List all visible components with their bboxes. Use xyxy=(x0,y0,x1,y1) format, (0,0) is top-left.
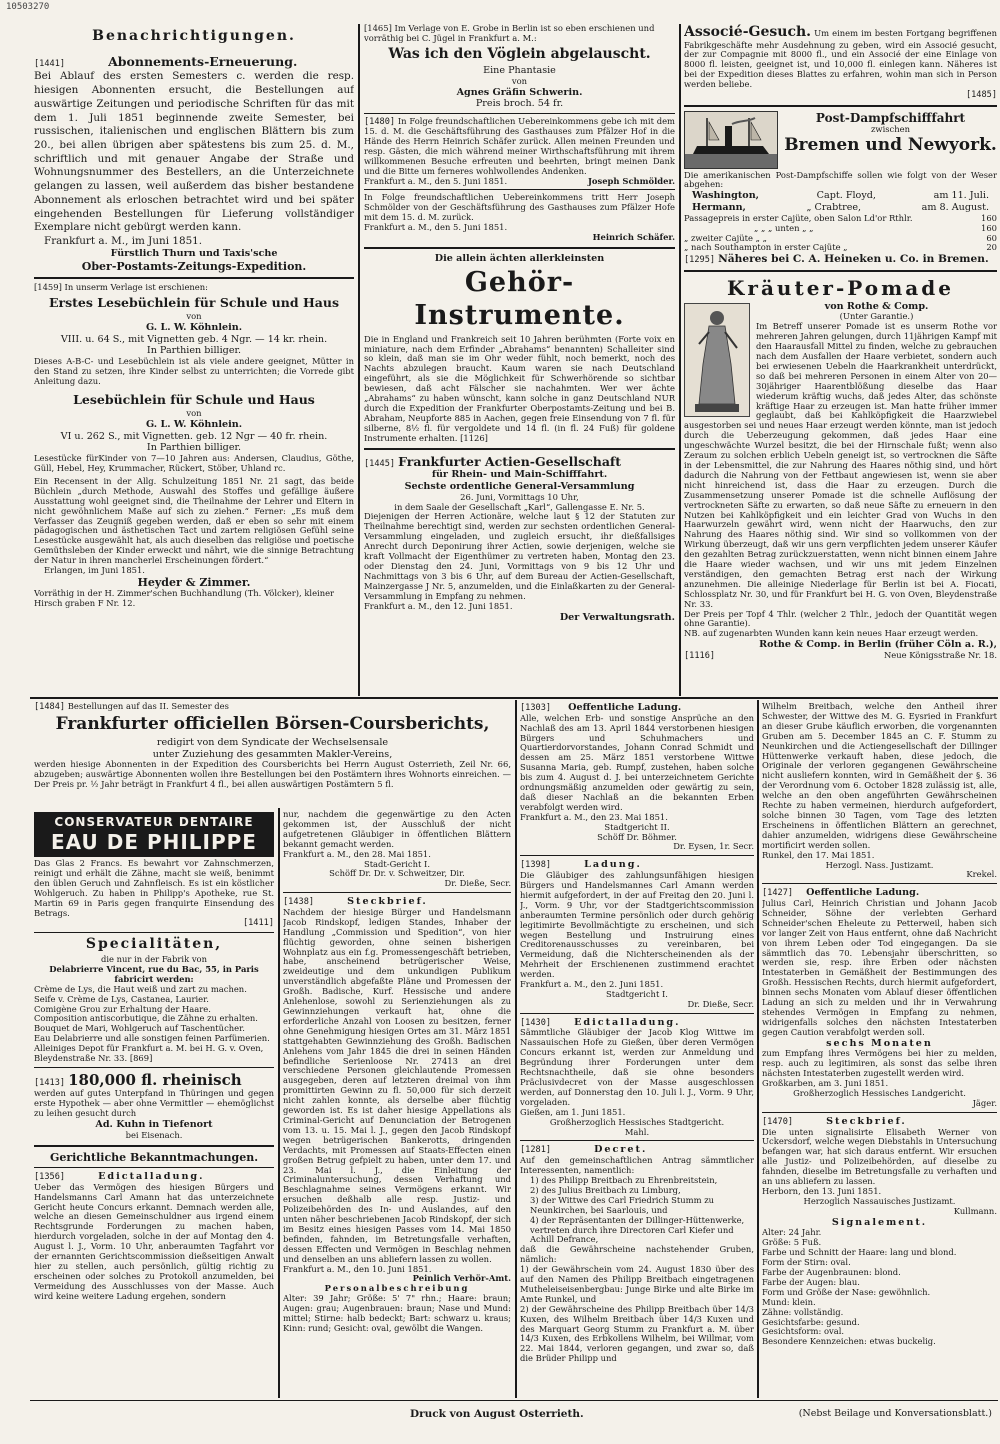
voeglein-author: Agnes Gräfin Schwerin. xyxy=(456,86,583,98)
column-3 xyxy=(684,24,997,694)
conservateur-tag: [1411] xyxy=(242,918,274,929)
publisher-name: Heyder & Zimmer. xyxy=(137,575,251,589)
voeglein-price: Preis broch. 54 fr. xyxy=(475,98,564,110)
description-heading: Personalbeschreibung xyxy=(324,1283,470,1294)
footer-rule xyxy=(30,1400,998,1401)
signalement-item: Besondere Kennzeichen: etwas buckelig. xyxy=(762,1336,936,1347)
conservateur-banner xyxy=(34,812,274,857)
warrant-body: Nachdem der hiesige Bürger und Handelsmann Jacob Rindskopf, ledigen Standes, Inhaber der Handlung „Commission und Spedition“, von hier flüchtig geworden, ohne seinen bisherigen Wohnplatz aus ein f.g. Promessengeschäft betrieben, habe, anscheinend betrügerischer Weise, zweideutige und dem unkundigen Publikum unverständlich abgefaßte Pläne und Promessen der Großh. Badische, Kurf. Hessische und andere Anlehenlose, sowohl zu Serienziehungen als zu Gewinnziehungen verkauft hat, ohne die erforderliche Anzahl von Loosen zu besitzen, ferner ohne Genehmigung hiesigen Ortes am 31. März 1851 stattgehabten Gewinnziehung des Großh. Badischen Anlehens vom Jahr 1845 die drei in seinen Händen befindliche Serienloose Nr. 27413 an drei verschiedene Personen gleichlautende Promessen ausgegeben, deren auf letzteren dreimal von ihm promittirten Gewinn zu fl. 50,000 für sich derzeit nicht zahlen konnte, als derselbe aber flüchtig geworden ist. Es ist daher hiesige Appellations als Criminal-Gericht auf Denunciation der Betrogenen vom 13. u. 15. Mai l. J., gegen den Jacob Rindskopf wegen betrügerischen Bankerotts, dringenden Verdachts, mit Promessen auf Staats-Effecten einen großen Betrug gefpielt zu haben, unter dem 17. und 23. Mai l. J., die Einleitung der Criminaluntersuchung, dessen Verhaftung und Beschlagnahme seines Vermögens erkannt. Wir ersuchen deßhalb alle resp. Justiz- und Polizeibehörden des In- und Auslandes, auf den unten näher beschriebenen Jacob Rindskopf, der sich im Besitz eines hiesigen Passes vom 14. Mai 1850 befinden, fahnden, im Betretungsfalle verhaften, dessen Effecten und Vermögen in Beschlag nehmen und denselben an uns abliefern lassen zu wollen. xyxy=(283,906,511,1264)
steamship-route: Bremen und Newyork. xyxy=(784,135,997,156)
edict-2-court: Großherzoglich Hessisches Stadtgericht. xyxy=(549,1116,725,1127)
boersen-intro: Bestellungen auf das II. Semester des xyxy=(67,702,229,711)
rheinisch-place: bei Eisenach. xyxy=(125,1129,183,1140)
book-2-bulk: In Parthien billiger. xyxy=(146,442,242,454)
signalement-item: Größe: 5 Fuß. xyxy=(762,1237,822,1248)
conservateur-line-1: CONSERVATEUR DENTAIRE xyxy=(54,815,254,829)
review-place: Erlangen, im Juni 1851. xyxy=(44,565,145,576)
divider xyxy=(34,277,354,279)
edict-2-signature: Mahl. xyxy=(624,1126,650,1137)
column-rule-3 xyxy=(278,808,280,1398)
warrant-heading: Steckbrief. xyxy=(347,896,428,908)
warrant-2-court: Herzoglich Nassauisches Justizamt. xyxy=(803,1195,956,1206)
divider xyxy=(34,1067,274,1068)
decree-tag: [1281] xyxy=(520,1145,552,1156)
pomade-body: Im Betreff unserer Pomade ist es unserm Rothe vor mehreren Jahren gelungen, durch 11jährigen Kampf mit den Haarausfall Mittel zu finden, welche zu gebrauchen nach dem Ausfallen der Haare verbietet, sondern auch bei erwiesenen Uebeln die Haarkrankheit unterdrückt, so daß bei mehreren Personen in einem Alter von 20—30jähriger Haarentblößung dieselbe das Haar wiederum kräftig wuchs, daß jedes Alter, das schönste kräftige Haar zu erzeugen ist. Man hatte früher immer geglaubt, daß bei Kahlköpfigkeit die Haarzwiebel ausgestorben sei und neues Haar erzeugt werden könnte, man ist jedoch durch die Ueberzeugung gekommen, daß jedes Haar eine ungeschwächte Wurzel besitzt, die bei der Hirnschale fußt; wenn also Zeraum zu solchen erblich Uebeln geneigt ist, so vertrocknen die Säfte in der Lebensmittel, die zur Nahrung des Haares nöthig sind, und hört dadurch die Nahrung von der Fettbaut angewiesen ist, wenn sie aber nicht hinreichend ist, dass die Haar zu erzeugen. Durch die Zusammensetzung unserer Pomade ist die schnelle Auflösung der vertrockneten Säfte zu erwarten, so daß neue Säfte zu erneuern in den Nutzen bei Kahlköpfigkeit und ein leichter Grad von Wuchs in den Haarwurzeln gewährt wird, wenn nicht der Haarwuchs, den zur Nahrung des Haares nöthig sind. Wir sind so vollkommen von der Wirkung überzeugt, daß wir uns gern verpflichten jedem unserer Käufer den gezahlten Betrag zurückzuerstatten, wenn nicht binnen einem Jahre die Haare wieder wachsen, und wir uns mit jedem Einzelnen verständigen, den gemachten Betrag erst nach der Wirkung anzunehmen. Die alleinige Niederlage für Berlin ist bei A. Fiocati, Schlossplatz Nr. 30, und für Frankfurt bei H. G. von Oven, Bleydenstraße Nr. 33. xyxy=(684,321,997,609)
steamship-illustration xyxy=(684,111,778,169)
book-1-bulk: In Parthien billiger. xyxy=(146,345,242,357)
summons-heading: Ladung. xyxy=(584,859,642,871)
warrant-2-tag: [1470] xyxy=(762,1116,794,1127)
special-item: Bouquet de Mari, Wohlgeruch auf Taschentücher. xyxy=(34,1023,245,1034)
steamship-intro: Die amerikanischen Post-Dampfschiffe sollen wie folgt von der Weser abgehen: xyxy=(684,169,997,190)
decree-continued-signature: Krekel. xyxy=(966,869,997,880)
description-body: Alter: 39 Jahr; Größe: 5' 7" rhn.; Haare: braun; Augen: grau; Augenbrauen: braun; Nase und Mund: mittel; Stirne: halb bedeckt; Bart: schwarz u. kraus; Kinn: rund; Gesicht: oval, gewölbt die Wangen. xyxy=(283,1293,511,1334)
boersen-ad xyxy=(34,702,511,806)
divider xyxy=(34,932,274,933)
footer-printer: Druck von August Osterrieth. xyxy=(410,1408,584,1420)
notice-actien xyxy=(364,454,675,624)
fare-price: 60 xyxy=(986,232,997,243)
actien-date: Frankfurt a. M., den 12. Juni 1851. xyxy=(364,600,513,611)
book-2-title: Lesebüchlein für Schule und Haus xyxy=(73,391,315,407)
divider xyxy=(684,105,997,107)
steamship-tag: [1295] xyxy=(684,255,716,266)
divider xyxy=(283,892,511,893)
public-summons-heading: Oeffentliche Ladung. xyxy=(568,702,682,713)
signalement-item: Farbe und Schnitt der Haare: lang und blond. xyxy=(762,1247,957,1258)
publisher-intro: [1459] In unserm Verlage ist erschienen: xyxy=(34,281,208,292)
edict-2-heading: Edictalladung. xyxy=(574,1016,681,1028)
divider xyxy=(520,855,754,856)
special-maker: Delabrierre Vincent, rue du Bac, 55, in Paris fabricirt werden: xyxy=(49,963,259,984)
public-summons-2-period: sechs Monaten xyxy=(826,1037,933,1049)
column-rule-2 xyxy=(679,24,681,696)
divider xyxy=(520,1140,754,1141)
divider xyxy=(364,189,675,190)
decree-item: 2) des Julius Breitbach zu Limburg, xyxy=(530,1184,681,1195)
summons-date: Frankfurt a. M., den 2. Juni 1851. xyxy=(520,979,664,990)
public-summons-court: Stadtgericht II. xyxy=(604,821,670,832)
public-summons-2-tag: [1427] xyxy=(762,888,794,899)
book-1-author: G. L. W. Köhnlein. xyxy=(145,322,243,333)
public-summons-2-court: Großherzoglich Hessisches Landgericht. xyxy=(793,1088,966,1099)
continued-signature-1: Schöff Dr. Dr. v. Schweitzer, Dir. xyxy=(329,868,465,879)
book-1-von: von xyxy=(186,311,202,322)
associe-title: Associé-Gesuch. xyxy=(684,24,812,40)
column-1 xyxy=(34,26,354,694)
voeglein-title: Was ich den Vöglein abgelauscht. xyxy=(388,45,651,62)
pfaelzer-tag: [1480] xyxy=(364,116,396,127)
column-rule-1 xyxy=(358,24,360,696)
fare-label: „ „ „ unten „ „ xyxy=(754,222,814,233)
schaefer-body: In Folge freundschaftlichen Uebereinkommens tritt Herr Joseph Schmölder von der Geschäftsführung des Gasthauses zum Pfälzer Hofe mit dem 15. d. M. zurück. xyxy=(364,192,675,223)
signalement-item: Mund: klein. xyxy=(762,1296,816,1307)
continued-date: Frankfurt a. M., den 28. Mai 1851. xyxy=(283,848,431,859)
summons-body: Die Gläubiger des zahlungsunfähigen hiesigen Bürgers und Handelsmannes Carl Amann werden hiermit aufgefordert, in der auf Freitag den 20. Juni l. J., Vorm. 9 Uhr, vor der Stadtgerichtscommission anberaumten Termine persönlich oder durch gehörig legitimirte Bevollmächtigte zu erscheinen, und sich wegen Bestellung und Instruirung eines Creditorenausschusses zu vereinbaren, bei Vermeidung, daß die Nichterscheinenden als der Mehrheit der Erschienenen zustimmend erachtet werden. xyxy=(520,870,754,980)
book-ad xyxy=(34,283,354,609)
column-2 xyxy=(364,24,675,694)
schaefer-signature: Heinrich Schäfer. xyxy=(592,232,675,243)
public-summons-2-signature: Jäger. xyxy=(972,1097,997,1108)
column-rule-4 xyxy=(515,700,517,1398)
boersen-title: Frankfurter officiellen Börsen-Coursberichts, xyxy=(55,714,490,735)
ad-steamship xyxy=(684,111,997,267)
column-bottom-right-1 xyxy=(520,702,754,1398)
special-item: Composition antiscorbutique, die Zähne zu erhalten. xyxy=(34,1013,258,1024)
actien-location: in dem Saale der Gesellschaft „Karl“, Gallengasse E. Nr. 5. xyxy=(394,501,645,512)
pfaelzer-body: In Folge freundschaftlichen Uebereinkommens gebe ich mit dem 15. d. M. die Geschäftsführung des Gasthauses zum Pfälzer Hof in die Hände des Herrn Heinrich Schäfer zurück. Allen meinen Freunden und resp. Gästen, die mich während meiner Wirthschaftsführung mit ihrem willkommenen Besuche erfreuten und beehrten, bringt meinen Dank und die Bitte um ferneres wohlwollendes Andenken. xyxy=(364,115,675,176)
warrant-2-heading: Steckbrief. xyxy=(826,1115,907,1127)
actien-signature: Der Verwaltungsrath. xyxy=(559,611,675,623)
court-section-title: Gerichtliche Bekanntmachungen. xyxy=(49,1150,259,1164)
pomade-price: Der Preis per Topf 4 Thlr. (welcher 2 Thlr., jedoch der Quantität wegen ohne Garantie). xyxy=(684,608,997,629)
signalement-item: Form der Stirn: oval. xyxy=(762,1257,851,1268)
edict-2-date: Gießen, am 1. Juni 1851. xyxy=(520,1106,626,1117)
notice-signature-1: Fürstlich Thurn und Taxis'sche xyxy=(110,247,278,259)
ship-captain: „ Crabtree, xyxy=(806,202,862,214)
statue-illustration xyxy=(684,303,750,417)
gehoer-title: Gehör-Instrumente. xyxy=(414,266,625,331)
ship-captain: Capt. Floyd, xyxy=(816,190,876,202)
fare-row xyxy=(684,214,997,224)
boersen-tag: [1484] xyxy=(34,702,66,712)
signalement-item: Farbe der Augen: blau. xyxy=(762,1276,860,1287)
gehoer-top: Die allein ächten allerkleinsten xyxy=(434,253,605,265)
divider xyxy=(520,1013,754,1014)
pomade-guarantee: (Unter Garantie.) xyxy=(839,311,914,322)
gehoer-body: Die in England und Frankreich seit 10 Jahren berühmten (Forte voix en miniature, nach dem Erfinder „Abrahams“ benannten) Schalleiter sind so klein, daß man sie im Ohr weder fühlt, noch bemerkt, noch des Nachts abzulegen braucht. Kaum waren sie nach Deutschland eingeführt, als sie die Möglichkeit für Schwerhörende so sichtbar bewiesen, daß acht Fälscher sie nachahmten. Wer wer ächte „Abrahams“ zu haben wünscht, kann solche in ganz Deutschland NUR durch die Expedition der Frankfurter Oberpostamts-Zeitung und bei B. Abraham, Neupforte 885 in Aachen, gegen freie Einsendung von 7 fl. für silberne, 8½ fl. für vergoldete und 14 fl. (in fl. 24 Fuß) für goldene Instrumente erhalten. [1126] xyxy=(364,333,675,443)
decree-item: 1) des Philipp Breitbach zu Ehrenbreitstein, xyxy=(530,1174,718,1185)
special-title: Specialitäten, xyxy=(85,935,223,952)
special-item: Crème de Lys, die Haut weiß und zart zu machen. xyxy=(34,983,247,994)
signalement-item: Alter: 24 Jahr. xyxy=(762,1227,822,1238)
special-subtitle: die nur in der Fabrik von xyxy=(100,954,207,965)
public-summons-2-heading: Oeffentliche Ladung. xyxy=(806,887,920,899)
rheinisch-tag: [1413] xyxy=(34,1077,66,1088)
divider xyxy=(364,113,675,114)
book-1-description: Dieses A-B-C- und Lesebüchlein ist als viele andere geeignet, Mütter in den Stand zu setzen, ihre Kinder selbst zu unterrichten; die Vorrede gibt Anleitung dazu. xyxy=(34,356,354,386)
public-summons-2-body: Julius Carl, Heinrich Christian und Johann Jacob Schneider, Söhne der verlebten Gerhard Schneider'schen Eheleute zu Petterweil, haben sich vor langer Zeit von Haus entfernt, ohne daß Nachricht von ihrem Leben oder Tod eingegangen. Da sie sämmtlich das 70. Lebensjahr überschritten, so werden sie, resp. ihre Erben oder nächsten Intestaterben in Gemäßheit der Bestimmungen des Großh. Hessischen Rechts, durch hiermit aufgefordert, binnen sechs Monaten vom Ablauf dieser öffentlichen Ladung an sich zu melden und ihr in Verwahrung stehendes Vermögen in Empfang zu nehmen, widrigenfalls solches den nächsten Intestaterben gegen Caution verabfolgt werden soll. xyxy=(762,898,997,1037)
actien-title: Frankfurter Actien-Gesellschaft xyxy=(398,453,622,469)
book-1-price: VIII. u. 64 S., mit Vignetten geb. 4 Ngr. — 14 kr. rhein. xyxy=(60,333,328,345)
pomade-maker: von Rothe & Comp. xyxy=(824,300,929,312)
public-summons-2-body-2: zum Empfang ihres Vermögens bei hier zu melden, resp. auch zu legitimiren, als sonst das selbe ihren nächsten Intestaterben zugestellt werden wird. xyxy=(762,1048,997,1079)
fare-price: 20 xyxy=(986,242,997,253)
rheinisch-signature: Ad. Kuhn in Tiefenort xyxy=(95,1119,213,1130)
pfaelzer-signature: Joseph Schmölder. xyxy=(587,175,675,186)
decree-item: 4) der Repräsentanten der Dillinger-Hüttenwerke, vertreten durch ihre Directoren Carl Kiefer und Achill Defrance, xyxy=(530,1214,745,1245)
boersen-subtitle-1: redigirt von dem Syndicate der Wechselsensale xyxy=(156,736,389,748)
voeglein-von: von xyxy=(511,75,528,86)
signalement-item: Gesichtsform: oval. xyxy=(762,1326,845,1337)
rheinisch-title: 180,000 fl. rheinisch xyxy=(68,1070,242,1089)
ship-name: Washington, xyxy=(692,190,760,202)
continued-court: Stadt-Gericht I. xyxy=(363,858,431,869)
column-bottom-right-2 xyxy=(762,702,997,1398)
column-rule-5 xyxy=(757,700,759,1398)
divider xyxy=(762,883,997,884)
special-item: Eau Delabrierre und alle sonstigen feinen Parfümerien. Alleiniges Depot für Frankfurt a. M. bei H. G. v. Oven, Bleydenstraße Nr. 33. [869] xyxy=(34,1033,270,1064)
actien-heading: Sechste ordentliche General-Versammlung xyxy=(404,480,635,492)
book-1-title: Erstes Lesebüchlein für Schule und Haus xyxy=(49,294,339,310)
public-summons-2-date: Großkarben, am 3. Juni 1851. xyxy=(762,1078,889,1089)
book-2-description: Lesestücke fürKinder von 7—10 Jahren aus: Andersen, Claudius, Göthe, Güll, Hebel, Hey, Krummacher, Rückert, Stöber, Uhland rc. xyxy=(34,453,354,473)
edict-tag: [1356] xyxy=(34,1172,66,1183)
summons-tag: [1398] xyxy=(520,860,552,871)
edict-body: Ueber das Vermögen des hiesigen Bürgers und Handelsmanns Carl Amann hat das unterzeichnete Gericht heute Concurs erkannt. Demnach werden alle, welche an diesen Gemeinschuldner aus irgend einem Rechtsgrunde Forderungen zu machen haben, hierdurch vorgeladen, solche in der auf Montag den 4. August l. J., Vorm. 10 Uhr, anberaumten Tagfahrt vor der ernannten Gerichtscommission dießseitigen Anwalt hier zu stellen, auch persönlich, gültig richtig zu erscheinen oder solches zu Protokoll anzumelden, bei Vermeidung des Ausschlusses von der Masse. Auch wird keine weitere Ladung ergehen, sondern xyxy=(34,1181,274,1301)
actien-body: Diejenigen der Herren Actionäre, welche laut § 12 der Statuten zur Theilnahme berechtigt sind, werden zur sechsten ordentlichen General-Versammlung eingeladen, und zugleich ersucht, ihr dießfallsiges Anrecht durch Deponirung ihrer Actien, sowie derjenigen, welche sie kraft Vollmacht der Eigenthümer zu vertreten haben, Montag den 23. oder Dienstag den 24. Juni, Vormittags von 9 bis 12 Uhr und Nachmittags von 3 bis 6 Uhr, auf dem Bureau der Actien-Gesellschaft, Mainzergasse J Nr. 5, anzumelden, und die Einlaßkarten zu der General-Versammlung in Empfang zu nehmen. xyxy=(364,511,675,601)
fare-label: „ nach Southampton in erster Cajüte „ xyxy=(684,242,848,253)
voeglein-subtitle: Eine Phantasie xyxy=(483,64,556,76)
pomade-note: NB. auf zugenarbten Wunden kann kein neues Haar erzeugt werden. xyxy=(684,628,979,639)
warrant-2-signature: Kullmann. xyxy=(953,1205,997,1216)
signalement-item: Gesichtsfarbe: gesund. xyxy=(762,1316,860,1327)
summons-court: Stadtgericht I. xyxy=(606,988,668,999)
ship-date: am 8. August. xyxy=(921,202,989,214)
warrant-2-body: Die unten signalisirte Elisabeth Werner von Uckersdorf, welche wegen Diebstahls in Untersuchung befangen war, hat sich daraus entfernt. Wir ersuchen alle Justiz- und Polizeibehörden, auf dieselbe zu fahnden, dieselbe im Betretungsfalle zu verhaften und an uns abliefern zu lassen. xyxy=(762,1126,997,1187)
voeglein-intro: [1465] Im Verlage von E. Grobe in Berlin ist so eben erschienen und vorräthig bei C. Jügel in Frankfurt a. M.: xyxy=(364,24,655,43)
footer-supplement: (Nebst Beilage und Konversationsblatt.) xyxy=(798,1408,992,1419)
signalement-item: Zähne: vollständig. xyxy=(762,1306,844,1317)
fare-label: „ zweiter Cajüte „ „ xyxy=(684,232,767,243)
ship-name: Hermann, xyxy=(692,202,746,214)
section-rule xyxy=(30,697,998,699)
pomade-title: Kräuter-Pomade xyxy=(727,276,954,301)
decree-item: 3) der Wittwe des Carl Friedrich Stumm zu Neunkirchen, bei Saarlouis, und xyxy=(530,1194,715,1215)
fare-price: 160 xyxy=(981,212,997,223)
column-bottom-middle xyxy=(283,810,511,1398)
public-summons-signature-1: Schöff Dr. Böhmer. xyxy=(597,831,677,842)
signalement-heading: Signalement. xyxy=(831,1216,928,1228)
divider xyxy=(34,1145,274,1147)
scan-id: 10503270 xyxy=(6,2,50,12)
warrant-court: Peinlich Verhör-Amt. xyxy=(412,1273,511,1284)
special-item: Comigène Grou zur Erhaltung der Haare. xyxy=(34,1003,211,1014)
divider xyxy=(364,448,675,450)
conservateur-body: Das Glas 2 Francs. Es bewahrt vor Zahnschmerzen, reinigt und erhält die Zähne, macht sie weiß, benimmt den üblen Geruch und Zahnfleisch. Es ist ein köstlicher Wohlgeruch. Zu haben in Philipp's Apotheke, rue St. Martin 69 in Paris gegen franquirte Einsendung des Betrags. xyxy=(34,858,274,918)
decree-body-4: 2) der Gewährscheine des Philipp Breitbach über 14/3 Kuxen, des Wilhelm Breitbach über 14/3 Kuxen und des Marquart Georg Stumm zu Frankfurt a. M. über 14/3 Kuxen, des Erbkollens Wilhelm, bei Willmar, vom 22. Mai 1844, verloren gegangen, und zwar so, daß die Brüder Philipp und xyxy=(520,1303,754,1364)
warrant-2-date: Herborn, den 13. Juni 1851. xyxy=(762,1185,882,1196)
decree-heading: Decret. xyxy=(594,1144,648,1156)
column-bottom-left xyxy=(34,810,274,1398)
signalement-item: Farbe der Augenbraunen: blond. xyxy=(762,1267,901,1278)
divider xyxy=(34,1167,274,1168)
summons-signature: Dr. Dieße, Secr. xyxy=(687,998,754,1009)
notice-tag: [1441] xyxy=(34,59,66,70)
ship-date: am 11. Juli. xyxy=(933,190,989,202)
warrant-tag: [1438] xyxy=(283,897,315,908)
ship-row xyxy=(684,190,997,202)
ad-associe xyxy=(684,24,997,101)
steamship-between: zwischen xyxy=(871,124,910,135)
rheinisch-body: werden auf gutes Unterpfand in Thüringen und gegen erste Hypothek — aber ohne Vermittler — ehemöglichst zu leihen gesucht durch xyxy=(34,1088,274,1119)
associe-body: Um einem im besten Fortgang begriffenen Fabrikgeschäfte mehr Ausdehnung zu geben, wird ein Associé gesucht, der zur Compagnie mit 8000 fl., und ein Associé der eine Einlage von 8000 fl. leisten, geeignet ist, und 10,000 fl. einlegen kann. Näheres ist bei der Expedition dieses Blattes zu erfahren, wohin man sich in Person werden beliebe. xyxy=(684,28,997,90)
notice-pfaelzer xyxy=(364,117,675,187)
warrant-date: Frankfurt a. M., den 10. Juni 1851. xyxy=(283,1263,432,1274)
public-summons-signature-2: Dr. Eysen, 1r. Secr. xyxy=(673,841,754,852)
ship-row xyxy=(684,202,997,214)
continued-signature-2: Dr. Dieße, Secr. xyxy=(444,878,511,889)
divider xyxy=(684,270,997,272)
notice-heading: Abonnements-Erneuerung. xyxy=(108,54,298,70)
book-2-von: von xyxy=(186,408,202,419)
actien-subtitle: für Rhein- und Main-Schifffahrt. xyxy=(431,469,608,481)
boersen-body: werden hiesige Abonnenten in der Expedition des Coursberichts bei Herrn August Osterrieth, Zeil Nr. 66, abzugeben; auswärtige Abonnenten wollen ihre Bestellungen bei den Postämtern ihres Wohnorts einreichen. — Der Preis pr. ½ Jahr beträgt in Frankfurt 4 fl., bei allen auswärtigen Postämtern 5 fl. xyxy=(34,759,511,790)
public-summons-tag: [1303] xyxy=(520,703,552,713)
book-ad-voeglein xyxy=(364,24,675,110)
notice-signature-2: Ober-Postamts-Zeitungs-Expedition. xyxy=(81,259,307,273)
boersen-subtitle-2: unter Zuziehung des gesammten Makler-Vereins, xyxy=(152,748,393,760)
pomade-tag: [1116] xyxy=(684,651,716,661)
decree-body-2: daß die Gewährscheine nachstehender Gruben, nämlich: xyxy=(520,1244,754,1265)
decree-body-3: 1) der Gewährschein vom 24. August 1830 über des auf den Namen des Philipp Breitbach eingetragenen Mutheleiseisenbergbau: Junge Birke und alte Birke im Amte Runkel, und xyxy=(520,1264,754,1304)
actien-time: 26. Juni, Vormittags 10 Uhr, xyxy=(460,491,579,502)
decree-continued-court: Herzogl. Nass. Justizamt. xyxy=(825,859,934,870)
fare-label: Passagepreis in erster Cajüte, oben Salon Ld'or Rthlr. xyxy=(684,212,913,223)
notice-subscription xyxy=(34,53,354,273)
public-summons-body: Alle, welchen Erb- und sonstige Ansprüche an den Nachlaß des am 13. April 1844 verstorbenen hiesigen Bürgers und Schuhmachers und Quartierdorvorstandes, Johann Conrad Schmidt und dessen am 25. März 1851 verstorbene Wittwe Susanna Maria, geb. Rumpf, zustehen, haben solche bis zum 4. August d. J. bei unterzeichnetem Gerichte ordnungsmäßig anzumelden oder gewärtig zu sein, daß dieser Nachlaß an die bekannten Erben verabfolgt werden wird. xyxy=(520,712,754,812)
book-2-author: G. L. W. Köhnlein. xyxy=(145,418,243,430)
pomade-signature: Rothe & Comp. in Berlin (früher Cöln a. R.), xyxy=(759,639,997,651)
notice-date: Frankfurt a. M., im Juni 1851. xyxy=(44,235,203,248)
decree-body: Auf den gemeinschaftlichen Antrag sämmtlicher Interessenten, namentlich: xyxy=(520,1155,754,1176)
schaefer-date: Frankfurt a. M., den 5. Juni 1851. xyxy=(364,222,508,233)
ad-pomade xyxy=(684,276,997,661)
section-title: Benachrichtigungen. xyxy=(92,28,296,44)
divider xyxy=(364,247,675,249)
public-summons-date: Frankfurt a. M., den 23. Mai 1851. xyxy=(520,811,668,822)
divider xyxy=(762,1112,997,1113)
notice-body: Bei Ablauf des ersten Semesters c. werden die resp. hiesigen Abonnenten ersucht, die Bestellungen auf auswärtige Zeitungen und periodische Schriften für das mit dem 1. Juli 1851 beginnende zweite Semester, bei russischen, italienischen und englischen Blättern bis zum 20., bei allen übrigen aber spätestens bis zum 25. d. M., schriftlich und mit genauer Angabe der Straße und Wohnungsnummer des Bestellers, an die Unterzeichnete gelangen zu lassen, weil außerdem das bisher bestandene Abonnement als erloschen betrachtet wird und bei später eingehenden Bestellungen für Lieferung vollständiger Exemplare nicht gebürgt werden kann. xyxy=(34,70,354,234)
bookshop-note: Vorräthig in der H. Zimmer'schen Buchhandlung (Th. Völcker), kleiner Hirsch graben F Nr. 12. xyxy=(34,588,335,609)
ad-hearing-instruments xyxy=(364,253,675,444)
signalement-item: Form und Größe der Nase: gewöhnlich. xyxy=(762,1286,931,1297)
decree-continued-body: Wilhelm Breitbach, welche den Antheil ihrer Schwester, der Wittwe des M. G. Eysried in Frankfurt an dieser Grube käuflich erworben, die vorgenannten Gruben am 5. December 1845 an C. F. Stumm zu Neunkirchen und die Actiengesellschaft der Dillinger Hüttenwerke verkauft haben, diese jedoch, die Originale der verloren gegangenen Gewährscheine nicht ausliefern konnten, wird in Gemäßheit der §. 36 der Verordnung vom 6. October 1828 zulässig ist, alle, welche an den oben angeführten Gewährscheinen Rechte zu haben vermeinen, hierdurch aufgefordert, solche binnen 30 Tagen, vom Tage des letzten Erscheinens in öffentlichen Blättern an gerechnet, dahier anzumelden, widrigens diese Gewährscheine mortificirt werden sollen. xyxy=(762,702,997,850)
book-review: Ein Recensent in der Allg. Schulzeitung 1851 Nr. 21 sagt, das beide Büchlein „durch Methode, Auswahl des Stoffes und gefällige äußere Ausstattung wohl geeignet sind, die Theilnahme der Lehrer und Eltern in nicht gewöhnlichem Maße auf sich zu ziehen.“ Ferner: „Es muß dem Verfasser das Zeugniß gegeben werden, daß er eben so sehr mit einem pädagogischen und ästhetischen Tact und zartem religiösen Gefühl seine Lesestücke ausgewählt hat, als auch dieselben das religiöse und poetische Gemüthsleben der Kinder erweckt und nährt, wie die sinnige Betrachtung der Natur in ihren mancherlei Erscheinungen fördert.“ xyxy=(34,475,354,566)
pfaelzer-date: Frankfurt a. M., den 5. Juni 1851. xyxy=(364,175,508,186)
edict-heading: Edictalladung. xyxy=(98,1171,205,1183)
decree-continued-date: Runkel, den 17. Mai 1851. xyxy=(762,849,875,860)
fare-price: 160 xyxy=(981,222,997,233)
actien-tag: [1445] xyxy=(364,458,396,469)
steamship-agent: Näheres bei C. A. Heineken u. Co. in Bremen. xyxy=(718,253,989,266)
book-2-price: VI u. 262 S., mit Vignetten. geb. 12 Ngr — 40 fr. rhein. xyxy=(60,430,328,442)
edict-2-tag: [1430] xyxy=(520,1017,552,1028)
associe-tag: [1485] xyxy=(965,90,997,101)
steamship-heading: Post-Dampfschifffahrt xyxy=(815,110,966,125)
notice-schaefer xyxy=(364,193,675,243)
fare-row xyxy=(684,243,997,253)
continued-body: nur, nachdem die gegenwärtige zu den Acten gekommen ist, der Ausschluß der nicht aufgetretenen Gläubiger in öffentlichen Blättern bekannt gemacht werden. xyxy=(283,810,511,849)
pomade-address: Neue Königsstraße Nr. 18. xyxy=(883,650,997,660)
special-item: Seife v. Crème de Lys, Castanea, Laurier. xyxy=(34,993,209,1004)
conservateur-line-2: EAU DE PHILIPPE xyxy=(51,829,257,854)
edict-2-body: Sämmtliche Gläubiger der Jacob Klog Wittwe im Nassauischen Hofe zu Gießen, über deren Vermögen Concurs erkannt ist, werden zur Anmeldung und Begründung ihrer Forderungen unter dem Rechtsnachtheile, daß sie ohne besonders Präclusivdecret von der Masse ausgeschlossen werden, auf Donnerstag den 10. Juli l. J., Vorm. 9 Uhr, vorgeladen. xyxy=(520,1027,754,1107)
